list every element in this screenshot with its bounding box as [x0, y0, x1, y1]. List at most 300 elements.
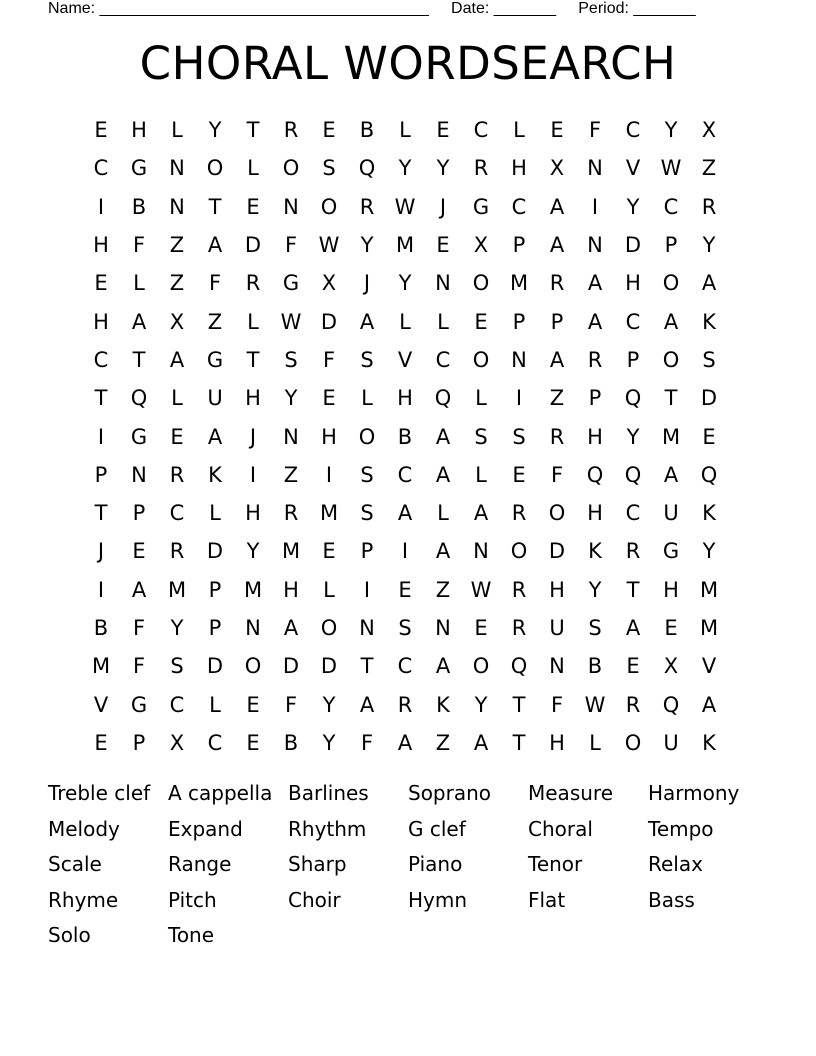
grid-letter: Y [474, 692, 488, 717]
page-title: CHORAL WORDSEARCH [139, 37, 677, 90]
grid-letter: L [133, 271, 145, 296]
grid-letter: K [702, 309, 716, 334]
grid-letter: E [246, 194, 260, 219]
grid-letter: N [587, 233, 603, 258]
grid-letter: V [701, 654, 717, 679]
grid-letter: S [360, 347, 374, 372]
grid-letter: M [243, 577, 263, 602]
grid-letter: A [397, 501, 413, 526]
grid-letter: T [94, 501, 108, 526]
grid-letter: R [359, 194, 375, 219]
grid-letter: U [663, 730, 679, 755]
grid-letter: V [397, 347, 413, 372]
grid-letter: Z [207, 309, 223, 334]
grid-letter: P [588, 386, 602, 411]
grid-letter: C [207, 730, 223, 755]
grid-letter: L [323, 577, 335, 602]
grid-letter: E [702, 424, 716, 449]
grid-letter: A [435, 539, 451, 564]
grid-letter: N [587, 156, 603, 181]
grid-letter: N [283, 424, 299, 449]
grid-letter: E [664, 616, 678, 640]
word-list-item: Choir [288, 887, 341, 912]
grid-letter: P [550, 309, 564, 334]
grid-letter: R [283, 118, 299, 143]
grid-letter: R [169, 539, 185, 564]
grid-letter: F [132, 616, 146, 640]
grid-letter: J [97, 539, 105, 564]
grid-letter: Y [246, 539, 260, 564]
grid-letter: H [587, 424, 603, 449]
grid-letter: I [249, 462, 257, 487]
grid-letter: L [171, 386, 183, 411]
grid-letter: A [435, 424, 451, 449]
grid-letter: L [475, 386, 487, 411]
grid-row [82, 494, 728, 532]
grid-letter: R [625, 692, 641, 717]
grid-letter: C [93, 347, 109, 372]
grid-letter: D [700, 386, 718, 411]
grid-letter: W [394, 194, 416, 219]
grid-letter: S [512, 424, 526, 449]
word-list-item: Tenor [528, 852, 583, 877]
grid-letter: C [625, 118, 641, 143]
grid-letter: G [130, 424, 148, 449]
grid-letter: Q [586, 462, 604, 487]
word-list-item: Choral [528, 816, 593, 841]
grid-letter: O [472, 654, 490, 679]
grid-letter: N [473, 539, 489, 564]
grid-letter: I [591, 194, 599, 219]
grid-letter: U [663, 501, 679, 526]
grid-letter: L [437, 501, 449, 526]
grid-letter: Z [549, 386, 565, 411]
grid-letter: R [549, 271, 565, 296]
grid-letter: R [511, 501, 527, 526]
grid-letter: W [470, 577, 492, 602]
grid-letter: F [550, 692, 564, 717]
word-list [48, 776, 788, 954]
grid-letter: H [587, 501, 603, 526]
grid-letter: E [436, 233, 450, 258]
grid-letter: F [284, 692, 298, 717]
grid-letter: A [663, 462, 679, 487]
grid-row [82, 456, 728, 494]
grid-letter: P [512, 233, 526, 258]
grid-letter: E [474, 616, 488, 640]
grid-letter: Q [434, 386, 452, 411]
grid-letter: R [549, 424, 565, 449]
grid-letter: L [399, 118, 411, 143]
grid-letter: R [511, 616, 527, 640]
grid-letter: Z [169, 271, 185, 296]
grid-letter: B [397, 424, 413, 449]
grid-letter: A [549, 233, 565, 258]
grid-letter: G [130, 692, 148, 717]
grid-letter: L [361, 386, 373, 411]
grid-letter: I [97, 424, 105, 449]
grid-letter: C [511, 194, 527, 219]
word-list-item: A cappella [168, 781, 273, 805]
grid-letter: E [246, 692, 260, 717]
grid-letter: R [397, 692, 413, 717]
grid-letter: A [549, 194, 565, 219]
grid-letter: H [663, 577, 679, 602]
grid-letter: I [363, 577, 371, 602]
word-list-item: Piano [408, 852, 463, 877]
grid-row [82, 417, 728, 455]
grid-letter: H [131, 118, 147, 143]
grid-letter: Y [398, 271, 412, 296]
grid-row [82, 647, 728, 685]
grid-letter: O [548, 501, 566, 526]
grid-letter: S [170, 654, 184, 679]
grid-letter: Z [283, 462, 299, 487]
grid-letter: G [206, 347, 224, 372]
grid-letter: Y [664, 118, 678, 143]
grid-letter: T [360, 654, 374, 679]
grid-letter: F [208, 271, 222, 296]
grid-letter: Q [130, 386, 148, 411]
grid-letter: D [206, 654, 224, 679]
grid-row [82, 609, 728, 647]
grid-letter: F [360, 730, 374, 755]
grid-letter: R [473, 156, 489, 181]
grid-letter: D [244, 233, 262, 258]
grid-letter: C [663, 194, 679, 219]
grid-letter: A [587, 309, 603, 334]
grid-letter: C [435, 347, 451, 372]
grid-letter: A [207, 233, 223, 258]
grid-letter: W [584, 692, 606, 717]
grid-letter: P [208, 577, 222, 602]
grid-letter: E [436, 118, 450, 143]
grid-letter: M [167, 577, 187, 602]
grid-letter: C [169, 692, 185, 717]
grid-letter: L [513, 118, 525, 143]
grid-letter: L [589, 730, 601, 755]
grid-letter: A [207, 424, 223, 449]
grid-letter: R [245, 271, 261, 296]
grid-letter: M [395, 233, 415, 258]
grid-letter: X [169, 730, 185, 755]
grid-letter: S [474, 424, 488, 449]
grid-letter: I [97, 577, 105, 602]
grid-letter: A [397, 730, 413, 755]
grid-letter: F [550, 462, 564, 487]
grid-letter: F [132, 654, 146, 679]
grid-letter: D [282, 654, 300, 679]
word-list-item: Sharp [288, 852, 347, 877]
grid-row [82, 226, 728, 264]
word-list-item: Tempo [648, 816, 714, 841]
grid-letter: I [515, 386, 523, 411]
grid-letter: E [550, 118, 564, 143]
grid-letter: P [512, 309, 526, 334]
grid-letter: A [435, 462, 451, 487]
grid-letter: Y [436, 156, 450, 181]
grid-letter: V [625, 156, 641, 181]
grid-letter: Y [208, 118, 222, 143]
grid-letter: S [360, 462, 374, 487]
grid-letter: D [624, 233, 642, 258]
grid-letter: G [472, 194, 490, 219]
grid-letter: U [207, 386, 223, 411]
grid-letter: P [626, 347, 640, 372]
grid-letter: S [588, 616, 602, 640]
grid-letter: E [94, 730, 108, 755]
grid-letter: O [320, 194, 338, 219]
grid-letter: S [360, 501, 374, 526]
grid-letter: T [94, 386, 108, 411]
grid-letter: C [625, 309, 641, 334]
grid-letter: S [398, 616, 412, 640]
word-list-item: Measure [528, 781, 613, 805]
grid-letter: C [625, 501, 641, 526]
grid-letter: H [93, 309, 109, 334]
grid-letter: B [359, 118, 375, 143]
grid-letter: O [244, 654, 262, 679]
grid-letter: Q [700, 462, 718, 487]
grid-letter: L [209, 501, 221, 526]
grid-letter: A [169, 347, 185, 372]
grid-letter: Z [435, 730, 451, 755]
grid-letter: Y [626, 194, 640, 219]
grid-letter: F [588, 118, 602, 143]
grid-letter: N [435, 271, 451, 296]
word-list-item: Range [168, 852, 232, 877]
grid-letter: I [325, 462, 333, 487]
grid-letter: O [662, 347, 680, 372]
grid-letter: L [247, 156, 259, 181]
grid-letter: V [93, 692, 109, 717]
grid-letter: Z [169, 233, 185, 258]
word-list-item: Pitch [168, 887, 217, 912]
grid-row [82, 111, 728, 149]
grid-letter: T [208, 194, 222, 219]
grid-letter: G [130, 156, 148, 181]
grid-letter: X [663, 654, 679, 679]
grid-letter: S [284, 347, 298, 372]
grid-letter: Y [702, 233, 716, 258]
grid-letter: J [363, 271, 371, 296]
grid-letter: T [512, 692, 526, 717]
grid-letter: Q [624, 386, 642, 411]
grid-letter: A [587, 271, 603, 296]
grid-letter: W [660, 156, 682, 181]
grid-letter: A [435, 654, 451, 679]
grid-letter: J [439, 194, 447, 219]
grid-letter: R [587, 347, 603, 372]
grid-row [82, 379, 728, 417]
grid-letter: Q [510, 654, 528, 679]
grid-letter: Y [398, 156, 412, 181]
grid-letter: F [322, 347, 336, 372]
grid-letter: L [171, 118, 183, 143]
grid-letter: P [664, 233, 678, 258]
grid-letter: A [359, 309, 375, 334]
grid-row [82, 724, 728, 762]
grid-letter: O [282, 156, 300, 181]
grid-letter: T [626, 577, 640, 602]
grid-letter: C [93, 156, 109, 181]
grid-letter: X [169, 309, 185, 334]
grid-letter: Y [588, 577, 602, 602]
grid-letter: Q [624, 462, 642, 487]
grid-letter: P [132, 501, 146, 526]
grid-letter: U [549, 616, 565, 640]
grid-letter: O [662, 271, 680, 296]
word-list-item: Harmony [648, 781, 740, 805]
grid-letter: K [702, 730, 716, 755]
grid-letter: M [699, 616, 719, 640]
grid-letter: W [280, 309, 302, 334]
grid-letter: E [94, 271, 108, 296]
grid-letter: P [132, 730, 146, 755]
grid-letter: A [473, 730, 489, 755]
grid-letter: R [625, 539, 641, 564]
grid-letter: N [131, 462, 147, 487]
grid-letter: M [699, 577, 719, 602]
grid-letter: A [701, 692, 717, 717]
grid-letter: G [282, 271, 300, 296]
grid-letter: Y [626, 424, 640, 449]
header-fields-line: Name: _____________________________________ Date: _______ Period: _______ [48, 0, 696, 17]
grid-letter: R [701, 194, 717, 219]
grid-letter: N [511, 347, 527, 372]
grid-letter: P [208, 616, 222, 640]
grid-letter: T [246, 118, 260, 143]
grid-letter: E [626, 654, 640, 679]
grid-letter: F [132, 233, 146, 258]
grid-letter: O [206, 156, 224, 181]
grid-row [82, 685, 728, 723]
grid-row [82, 341, 728, 379]
grid-letter: L [209, 692, 221, 717]
grid-letter: Y [170, 616, 184, 640]
grid-letter: H [549, 730, 565, 755]
grid-letter: M [319, 501, 339, 526]
grid-letter: X [701, 118, 717, 143]
grid-letter: Q [358, 156, 376, 181]
grid-letter: P [360, 539, 374, 564]
grid-letter: C [397, 654, 413, 679]
grid-letter: E [512, 462, 526, 487]
grid-letter: S [322, 156, 336, 181]
grid-letter: H [93, 233, 109, 258]
grid-letter: K [208, 462, 222, 487]
grid-letter: M [281, 539, 301, 564]
grid-letter: E [132, 539, 146, 564]
grid-letter: A [473, 501, 489, 526]
grid-letter: T [132, 347, 146, 372]
grid-letter: E [322, 539, 336, 564]
grid-letter: R [283, 501, 299, 526]
grid-letter: O [472, 347, 490, 372]
grid-letter: B [587, 654, 603, 679]
grid-letter: N [549, 654, 565, 679]
grid-letter: F [284, 233, 298, 258]
grid-letter: H [245, 501, 261, 526]
grid-letter: N [359, 616, 375, 640]
word-list-item: Scale [48, 852, 102, 877]
grid-row [82, 302, 728, 340]
grid-letter: G [662, 539, 680, 564]
grid-letter: A [663, 309, 679, 334]
grid-letter: P [94, 462, 108, 487]
grid-letter: X [473, 233, 489, 258]
word-list-item: Bass [648, 887, 695, 912]
grid-letter: M [91, 654, 111, 679]
grid-letter: D [206, 539, 224, 564]
grid-letter: N [435, 616, 451, 640]
grid-letter: K [702, 501, 716, 526]
grid-letter: D [548, 539, 566, 564]
grid-letter: A [283, 616, 299, 640]
grid-letter: E [322, 386, 336, 411]
grid-letter: T [664, 386, 678, 411]
grid-letter: R [169, 462, 185, 487]
grid-letter: D [320, 309, 338, 334]
grid-letter: H [625, 271, 641, 296]
grid-letter: A [625, 616, 641, 640]
grid-letter: J [249, 424, 257, 449]
grid-letter: B [283, 730, 299, 755]
word-list-item: Solo [48, 923, 91, 948]
grid-letter: X [549, 156, 565, 181]
word-list-item: G clef [408, 816, 466, 841]
grid-letter: H [397, 386, 413, 411]
grid-letter: B [93, 616, 109, 640]
word-list-item: Relax [648, 852, 703, 877]
grid-letter: M [509, 271, 529, 296]
grid-letter: Y [702, 539, 716, 564]
grid-letter: H [549, 577, 565, 602]
grid-letter: Q [662, 692, 680, 717]
grid-letter: L [475, 462, 487, 487]
grid-letter: A [549, 347, 565, 372]
grid-letter: E [246, 730, 260, 755]
grid-row [82, 571, 728, 609]
grid-letter: W [318, 233, 340, 258]
grid-letter: E [474, 309, 488, 334]
grid-letter: Z [435, 577, 451, 602]
word-list-item: Hymn [408, 887, 468, 912]
grid-letter: E [94, 118, 108, 143]
grid-letter: L [437, 309, 449, 334]
grid-row [82, 149, 728, 187]
grid-letter: T [512, 730, 526, 755]
grid-letter: T [246, 347, 260, 372]
grid-letter: A [131, 309, 147, 334]
grid-letter: B [131, 194, 147, 219]
grid-letter: O [320, 616, 338, 640]
word-list-item: Expand [168, 816, 243, 841]
grid-letter: K [588, 539, 602, 564]
grid-letter: C [169, 501, 185, 526]
grid-letter: H [321, 424, 337, 449]
grid-letter: L [399, 309, 411, 334]
grid-letter: X [321, 271, 337, 296]
grid-letter: N [283, 194, 299, 219]
grid-row [82, 264, 728, 302]
grid-letter: R [511, 577, 527, 602]
grid-letter: D [320, 654, 338, 679]
grid-letter: Z [701, 156, 717, 181]
grid-letter: O [472, 271, 490, 296]
grid-letter: Y [360, 233, 374, 258]
grid-letter: N [245, 616, 261, 640]
